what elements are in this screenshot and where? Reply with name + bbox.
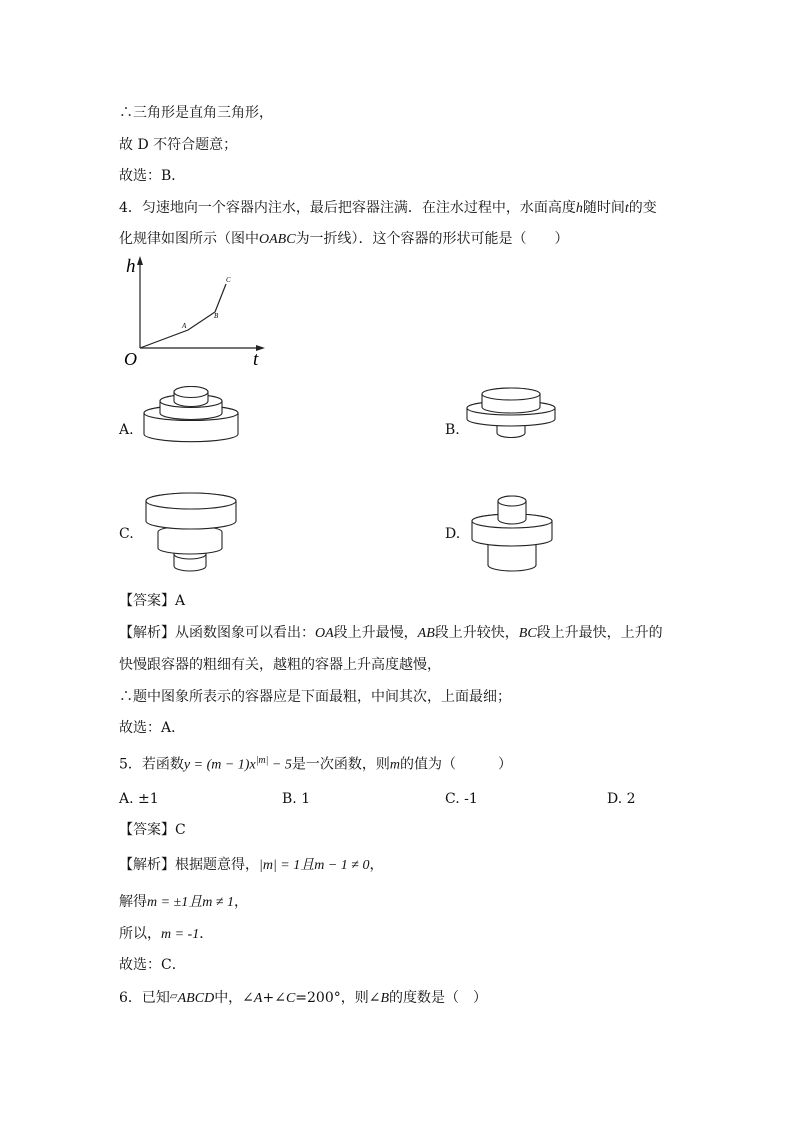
container-a bbox=[142, 385, 240, 443]
result-5 bbox=[119, 925, 213, 944]
math: m = ±1且m ≠ 1 bbox=[147, 895, 235, 910]
explanation-5 bbox=[119, 856, 384, 875]
question-6 bbox=[119, 988, 487, 1008]
text: ， bbox=[369, 857, 384, 873]
selection-4: 故选：A． bbox=[119, 720, 186, 736]
question-4-line2 bbox=[119, 230, 569, 249]
question-5 bbox=[119, 752, 512, 775]
option-c-label: C. bbox=[119, 526, 134, 542]
point-label-b: B bbox=[214, 312, 219, 320]
var-m: m bbox=[389, 757, 400, 773]
text: 6．已知 bbox=[119, 990, 170, 1006]
math: |m| = 1且m − 1 ≠ 0 bbox=[259, 858, 370, 873]
text: =200°，则∠ bbox=[295, 990, 381, 1006]
var-t: t bbox=[624, 201, 629, 216]
solution-5 bbox=[119, 893, 248, 912]
text: 的变 bbox=[628, 200, 657, 216]
text: 解得 bbox=[119, 894, 147, 910]
option-5b: B. 1 bbox=[282, 791, 311, 807]
container-d bbox=[470, 490, 554, 574]
segment-ab: AB bbox=[417, 626, 435, 641]
option-b-label: B. bbox=[445, 422, 460, 438]
shape-name: ABCD bbox=[177, 991, 215, 1006]
text: ， bbox=[234, 894, 249, 910]
angle-a: A bbox=[253, 991, 263, 1006]
container-c bbox=[144, 488, 238, 574]
text-line: 故选：B． bbox=[119, 168, 186, 184]
point-label-a: A bbox=[182, 322, 187, 330]
text-line: 故 D 不符合题意； bbox=[119, 137, 238, 153]
text: 所以， bbox=[119, 926, 161, 942]
function-constant: − 5 bbox=[268, 757, 292, 773]
parallelogram-icon: ▱ bbox=[169, 991, 178, 1002]
var-h: h bbox=[575, 201, 583, 216]
text: ． bbox=[199, 926, 214, 942]
segment-bc: BC bbox=[518, 626, 537, 641]
origin-label: O bbox=[124, 349, 137, 369]
point-label-c: C bbox=[226, 276, 231, 284]
text: 段上升最慢， bbox=[333, 625, 418, 641]
answer-5: 【答案】C bbox=[119, 822, 186, 838]
y-axis-label: h bbox=[126, 256, 136, 277]
text: 【解析】根据题意得， bbox=[119, 857, 259, 873]
text: 的值为（ ） bbox=[400, 756, 512, 773]
selection-5: 故选：C． bbox=[119, 957, 186, 973]
exponent: |m| bbox=[255, 755, 269, 766]
angle-b: B bbox=[380, 991, 390, 1006]
text: 为一折线）．这个容器的形状可能是（ ） bbox=[295, 231, 569, 247]
y-axis-arrow bbox=[137, 256, 143, 265]
math: m = -1 bbox=[161, 927, 200, 942]
segment-oa: OA bbox=[315, 626, 334, 641]
option-5d: D. 2 bbox=[607, 791, 636, 807]
option-a-label: A. bbox=[119, 422, 134, 438]
question-4-line1 bbox=[119, 199, 657, 218]
text: +∠ bbox=[262, 990, 286, 1006]
text: 4．匀速地向一个容器内注水，最后把容器注满．在注水过程中，水面高度 bbox=[119, 200, 576, 216]
option-d-label: D. bbox=[445, 526, 461, 542]
option-5c: C. -1 bbox=[445, 791, 478, 807]
explanation-4-line1 bbox=[119, 624, 663, 643]
x-axis-label: t bbox=[253, 349, 259, 370]
text: 【解析】从函数图象可以看出： bbox=[119, 625, 315, 641]
function-graph bbox=[118, 254, 278, 370]
var-oabc: OABC bbox=[259, 232, 296, 247]
explanation-4-line2: 快慢跟容器的粗细有关，越粗的容器上升高度越慢， bbox=[119, 657, 441, 673]
text: 中，∠ bbox=[214, 990, 254, 1006]
answer-4: 【答案】A bbox=[119, 593, 186, 609]
text-line: ∴三角形是直角三角形， bbox=[119, 105, 273, 121]
text: 段上升较快， bbox=[434, 625, 519, 641]
text: 随时间 bbox=[582, 200, 625, 216]
function-expression: y = (m − 1)x bbox=[183, 757, 256, 773]
angle-c: C bbox=[285, 991, 296, 1006]
explanation-4-line3: ∴题中图象所表示的容器应是下面最粗，中间其次，上面最细； bbox=[119, 689, 511, 705]
text: 段上升最快，上升的 bbox=[536, 625, 663, 641]
container-b bbox=[465, 385, 557, 443]
text: 5．若函数 bbox=[119, 756, 184, 773]
text: 的度数是（ ） bbox=[389, 990, 488, 1006]
text: 是一次函数，则 bbox=[291, 756, 390, 773]
option-5a: A. ±1 bbox=[119, 791, 159, 807]
text: 化规律如图所示（图中 bbox=[119, 231, 259, 247]
